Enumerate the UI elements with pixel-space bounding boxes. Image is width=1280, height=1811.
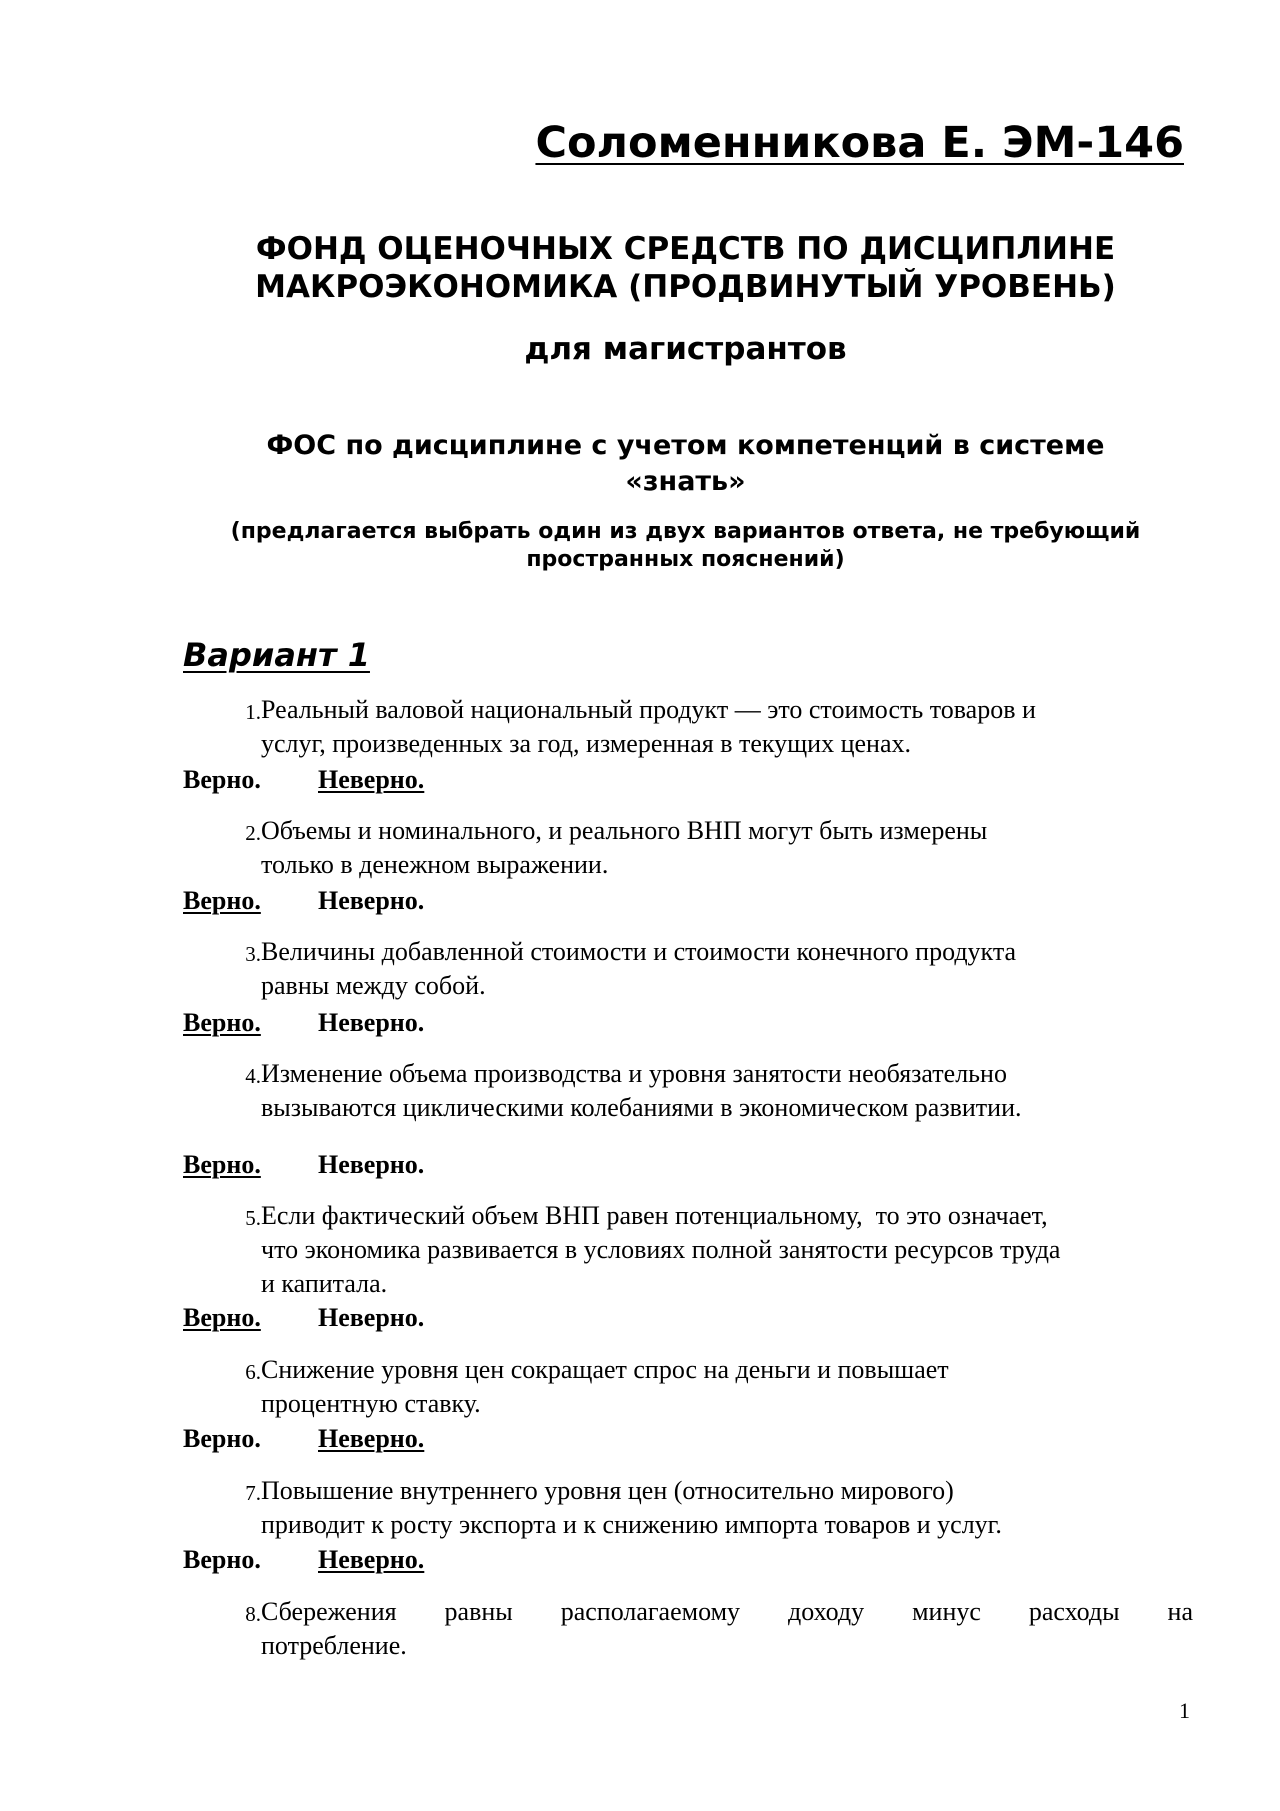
answer-row — [183, 765, 425, 795]
question-line: приводит к росту экспорта и к снижению импорта товаров и услуг. — [261, 1510, 1002, 1539]
note-line: (предлагается выбрать один из двух вариантов ответа, не требующий — [230, 519, 1141, 544]
question-line: Если фактический объем ВНП равен потенциальному, то это означает, — [261, 1201, 1048, 1230]
note-line: пространных пояснений) — [526, 547, 845, 572]
true-option-selected[interactable]: Верно. — [183, 1150, 261, 1179]
question-line: равны между собой. — [261, 971, 486, 1000]
true-option[interactable]: Верно. — [183, 1424, 261, 1453]
question-text — [261, 1057, 1193, 1125]
answer-row — [183, 1424, 425, 1454]
question-line: процентную ставку. — [261, 1389, 481, 1418]
question-number: 7. — [245, 1481, 261, 1505]
question-number: 8. — [245, 1602, 261, 1626]
subtitle-line: ФОС по дисциплине с учетом компетенций в системе — [266, 430, 1105, 461]
question-text — [261, 1474, 1193, 1542]
author-heading: Соломенникова Е. ЭМ-146 — [535, 118, 1184, 168]
document-title — [183, 230, 1188, 306]
true-option-selected[interactable]: Верно. — [183, 1303, 261, 1332]
false-option-selected[interactable]: Неверно. — [318, 1545, 425, 1574]
question-line: потребление. — [261, 1631, 407, 1660]
question-number: 5. — [245, 1206, 261, 1230]
question-line: Величины добавленной стоимости и стоимости конечного продукта — [261, 937, 1017, 966]
question-line: услуг, произведенных за год, измеренная в текущих ценах. — [261, 729, 911, 758]
page-number: 1 — [1179, 1698, 1190, 1723]
question-item — [183, 693, 1193, 761]
false-option[interactable]: Неверно. — [318, 1008, 425, 1037]
variant-heading: Вариант 1 — [183, 636, 370, 674]
question-line: и капитала. — [261, 1269, 388, 1298]
answer-row — [183, 886, 425, 916]
question-line: Сбережения равны располагаемому доходу минус расходы на — [261, 1597, 1193, 1626]
question-line: только в денежном выражении. — [261, 850, 609, 879]
false-option[interactable]: Неверно. — [318, 886, 425, 915]
answer-row — [183, 1545, 425, 1575]
false-option-selected[interactable]: Неверно. — [318, 1424, 425, 1453]
false-option-selected[interactable]: Неверно. — [318, 765, 425, 794]
instruction-note — [183, 518, 1188, 574]
title-line: МАКРОЭКОНОМИКА (ПРОДВИНУТЫЙ УРОВЕНЬ) — [255, 269, 1116, 305]
question-item — [183, 1057, 1193, 1125]
true-option[interactable]: Верно. — [183, 1545, 261, 1574]
question-item — [183, 1595, 1193, 1663]
question-item — [183, 1474, 1193, 1542]
question-text — [261, 693, 1193, 761]
answer-row — [183, 1008, 425, 1038]
question-line: Изменение объема производства и уровня занятости необязательно — [261, 1059, 1007, 1088]
answer-row — [183, 1150, 425, 1180]
question-line: Снижение уровня цен сокращает спрос на деньги и повышает — [261, 1355, 949, 1384]
title-line: ФОНД ОЦЕНОЧНЫХ СРЕДСТВ ПО ДИСЦИПЛИНЕ — [255, 231, 1116, 267]
audience-line: для магистрантов — [524, 331, 847, 367]
question-line: вызываются циклическими колебаниями в экономическом развитии. — [261, 1093, 1022, 1122]
subtitle — [183, 428, 1188, 500]
question-number: 4. — [245, 1064, 261, 1088]
question-text — [261, 814, 1193, 882]
subtitle-line: «знать» — [625, 466, 746, 497]
question-text — [261, 1595, 1193, 1663]
question-line: Реальный валовой национальный продукт — это стоимость товаров и — [261, 695, 1036, 724]
question-number: 1. — [245, 700, 261, 724]
true-option-selected[interactable]: Верно. — [183, 886, 261, 915]
question-item — [183, 814, 1193, 882]
true-option[interactable]: Верно. — [183, 765, 261, 794]
false-option[interactable]: Неверно. — [318, 1303, 425, 1332]
question-text — [261, 1199, 1193, 1301]
question-item — [183, 1199, 1193, 1301]
answer-row — [183, 1303, 425, 1333]
false-option[interactable]: Неверно. — [318, 1150, 425, 1179]
question-text — [261, 1353, 1193, 1421]
question-item — [183, 935, 1193, 1003]
question-number: 6. — [245, 1360, 261, 1384]
true-option-selected[interactable]: Верно. — [183, 1008, 261, 1037]
question-line: что экономика развивается в условиях полной занятости ресурсов труда — [261, 1235, 1061, 1264]
question-line: Повышение внутреннего уровня цен (относительно мирового) — [261, 1476, 954, 1505]
question-line: Объемы и номинального, и реального ВНП могут быть измерены — [261, 816, 988, 845]
question-number: 2. — [245, 821, 261, 845]
question-item — [183, 1353, 1193, 1421]
question-text — [261, 935, 1193, 1003]
question-number: 3. — [245, 942, 261, 966]
